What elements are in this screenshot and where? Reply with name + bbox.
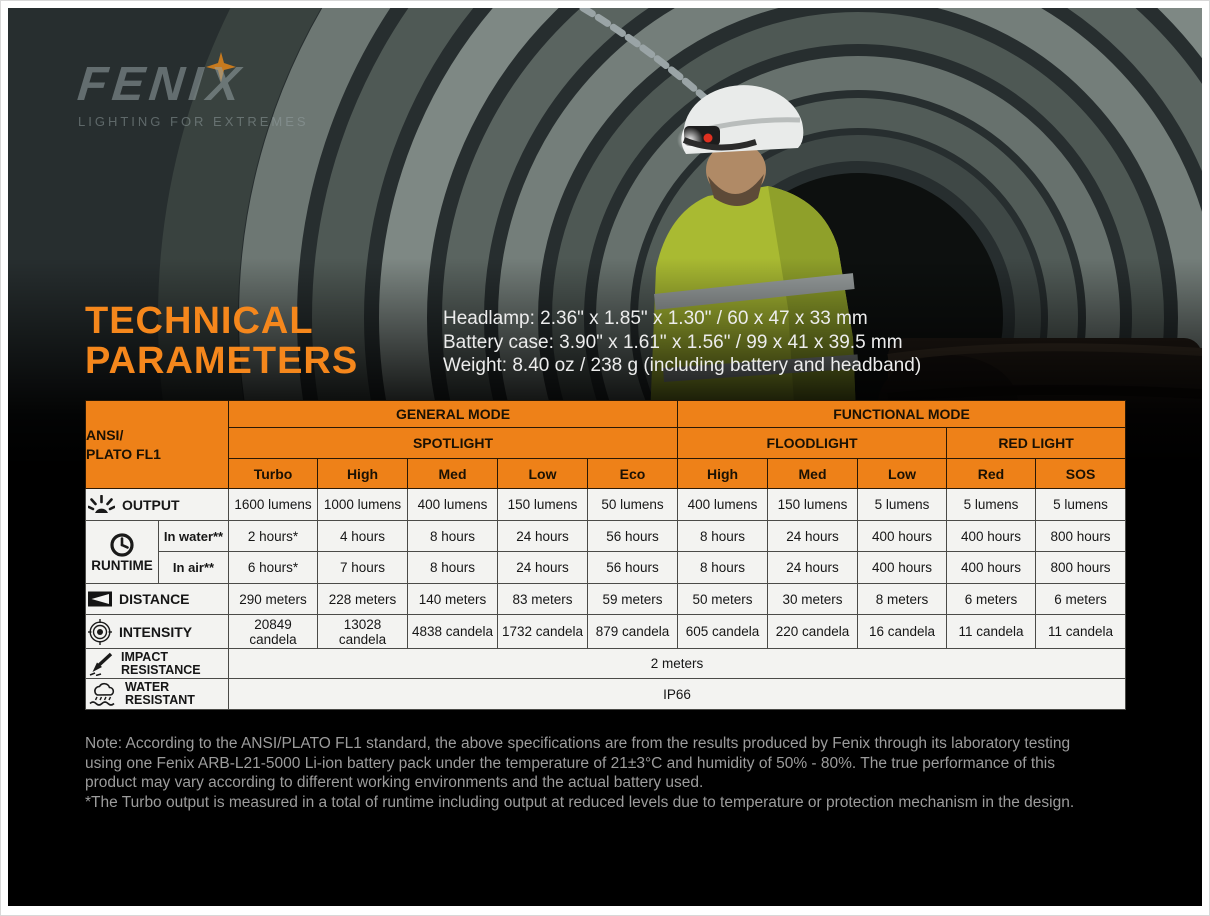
runtime-water-value: 400 hours (947, 521, 1036, 552)
runtime-water-value: 56 hours (588, 521, 678, 552)
water-label-line1: WATER (125, 680, 170, 694)
distance-value: 290 meters (229, 584, 318, 615)
distance-value: 6 meters (947, 584, 1036, 615)
intensity-value: 1732 candela (498, 615, 588, 649)
intensity-label-cell (86, 615, 229, 649)
output-value: 150 lumens (498, 489, 588, 521)
distance-label-cell (86, 584, 229, 615)
water-label-cell (86, 679, 229, 710)
distance-value: 50 meters (678, 584, 768, 615)
intensity-value: 879 candela (588, 615, 678, 649)
water-resistant-icon (88, 681, 118, 707)
output-value: 5 lumens (947, 489, 1036, 521)
impact-label-line1: IMPACT (121, 649, 168, 664)
distance-value: 228 meters (318, 584, 408, 615)
distance-value: 83 meters (498, 584, 588, 615)
mode-high: High (318, 459, 408, 489)
intensity-label: INTENSITY (119, 623, 193, 640)
output-value: 5 lumens (858, 489, 947, 521)
mode-flood-high: High (678, 459, 768, 489)
distance-row (86, 584, 1126, 615)
runtime-water-row (86, 521, 1126, 552)
intensity-value: 11 candela (1036, 615, 1126, 649)
runtime-air-value: 7 hours (318, 552, 408, 584)
ansi-plato-label (86, 401, 229, 489)
intensity-value: 16 candela (858, 615, 947, 649)
runtime-air-value: 400 hours (858, 552, 947, 584)
mode-sos: SOS (1036, 459, 1126, 489)
distance-value: 59 meters (588, 584, 678, 615)
intensity-value: 20849 candela (229, 615, 318, 649)
ansi-spec-table (85, 400, 1126, 710)
fenix-logo (75, 58, 398, 129)
subgroup-spotlight: SPOTLIGHT (229, 428, 678, 459)
runtime-water-value: 800 hours (1036, 521, 1126, 552)
distance-value: 140 meters (408, 584, 498, 615)
runtime-air-value: 56 hours (588, 552, 678, 584)
mode-eco: Eco (588, 459, 678, 489)
distance-value: 6 meters (1036, 584, 1126, 615)
runtime-air-row (86, 552, 1126, 584)
runtime-water-value: 4 hours (318, 521, 408, 552)
page-title (85, 301, 358, 381)
output-value: 1000 lumens (318, 489, 408, 521)
runtime-water-value: 8 hours (678, 521, 768, 552)
mode-flood-low: Low (858, 459, 947, 489)
in-air-label: In air** (159, 552, 229, 584)
headlamp-red-light (704, 134, 713, 143)
intensity-value: 605 candela (678, 615, 768, 649)
brand-name: FENIX (75, 58, 248, 111)
output-value: 400 lumens (678, 489, 768, 521)
ansi-label-line2: PLATO FL1 (86, 445, 161, 462)
output-value: 50 lumens (588, 489, 678, 521)
page-title-line1: TECHNICAL (85, 300, 314, 342)
group-functional-mode: FUNCTIONAL MODE (678, 401, 1126, 428)
runtime-water-value: 24 hours (768, 521, 858, 552)
impact-value: 2 meters (229, 649, 1126, 679)
mode-med: Med (408, 459, 498, 489)
mode-flood-med: Med (768, 459, 858, 489)
spec-weight: Weight: 8.40 oz / 238 g (including battery and headband) (443, 355, 922, 376)
intensity-value: 4838 candela (408, 615, 498, 649)
output-value: 150 lumens (768, 489, 858, 521)
impact-label-line2: RESISTANCE (121, 662, 201, 677)
runtime-water-value: 400 hours (858, 521, 947, 552)
intensity-icon (88, 619, 112, 645)
runtime-water-value: 2 hours* (229, 521, 318, 552)
page-title-line2: PARAMETERS (85, 340, 359, 382)
ansi-label-line1: ANSI/ (86, 426, 124, 443)
group-general-mode: GENERAL MODE (229, 401, 678, 428)
intensity-row (86, 615, 1126, 649)
subgroup-floodlight: FLOODLIGHT (678, 428, 947, 459)
output-icon (88, 495, 115, 515)
runtime-air-value: 6 hours* (229, 552, 318, 584)
water-value: IP66 (229, 679, 1126, 710)
runtime-air-value: 24 hours (768, 552, 858, 584)
runtime-water-value: 24 hours (498, 521, 588, 552)
output-value: 400 lumens (408, 489, 498, 521)
dimension-specs (443, 307, 921, 378)
water-label-line2: RESISTANT (125, 693, 195, 707)
output-value: 1600 lumens (229, 489, 318, 521)
output-value: 5 lumens (1036, 489, 1126, 521)
distance-value: 8 meters (858, 584, 947, 615)
intensity-value: 11 candela (947, 615, 1036, 649)
impact-row (86, 649, 1126, 679)
mode-red: Red (947, 459, 1036, 489)
runtime-air-value: 24 hours (498, 552, 588, 584)
runtime-clock-icon (109, 532, 135, 558)
footnote-standard: Note: According to the ANSI/PLATO FL1 standard, the above specifications are from the results produced by Fenix through its laboratory testing using one Fenix ARB-L21-5000 Li-ion battery pack under the temperature of 21±3°C and humidity of 50% - 80%. The true performance of this product may vary according to different working environments and the actual battery used. (85, 735, 1071, 791)
intensity-value: 220 candela (768, 615, 858, 649)
footnote-turbo: *The Turbo output is measured in a total of runtime including output at reduced levels due to temperature or protection mechanism in the design. (85, 793, 1075, 811)
spec-headlamp: Headlamp: 2.36" x 1.85" x 1.30" / 60 x 47 x 33 mm (443, 308, 868, 329)
spec-battery-case: Battery case: 3.90" x 1.61" x 1.56" / 99 x 41 x 39.5 mm (443, 331, 903, 353)
output-label: OUTPUT (122, 496, 180, 513)
in-water-label: In water** (159, 521, 229, 552)
runtime-label: RUNTIME (91, 557, 153, 573)
runtime-water-value: 8 hours (408, 521, 498, 552)
mode-low: Low (498, 459, 588, 489)
impact-label-cell (86, 649, 229, 679)
dark-canvas (8, 8, 1202, 906)
subgroup-red-light: RED LIGHT (947, 428, 1126, 459)
runtime-air-value: 8 hours (678, 552, 768, 584)
distance-label: DISTANCE (119, 591, 190, 607)
distance-icon (88, 590, 112, 608)
impact-resistance-icon (88, 652, 114, 676)
mode-turbo: Turbo (229, 459, 318, 489)
output-label-cell (86, 489, 229, 521)
footnotes (85, 734, 1100, 812)
intensity-value: 13028 candela (318, 615, 408, 649)
runtime-label-cell (86, 521, 159, 584)
brand-tagline: LIGHTING FOR EXTREMES (78, 114, 309, 129)
water-row (86, 679, 1126, 710)
runtime-air-value: 400 hours (947, 552, 1036, 584)
output-row (86, 489, 1126, 521)
runtime-air-value: 8 hours (408, 552, 498, 584)
runtime-air-value: 800 hours (1036, 552, 1126, 584)
distance-value: 30 meters (768, 584, 858, 615)
